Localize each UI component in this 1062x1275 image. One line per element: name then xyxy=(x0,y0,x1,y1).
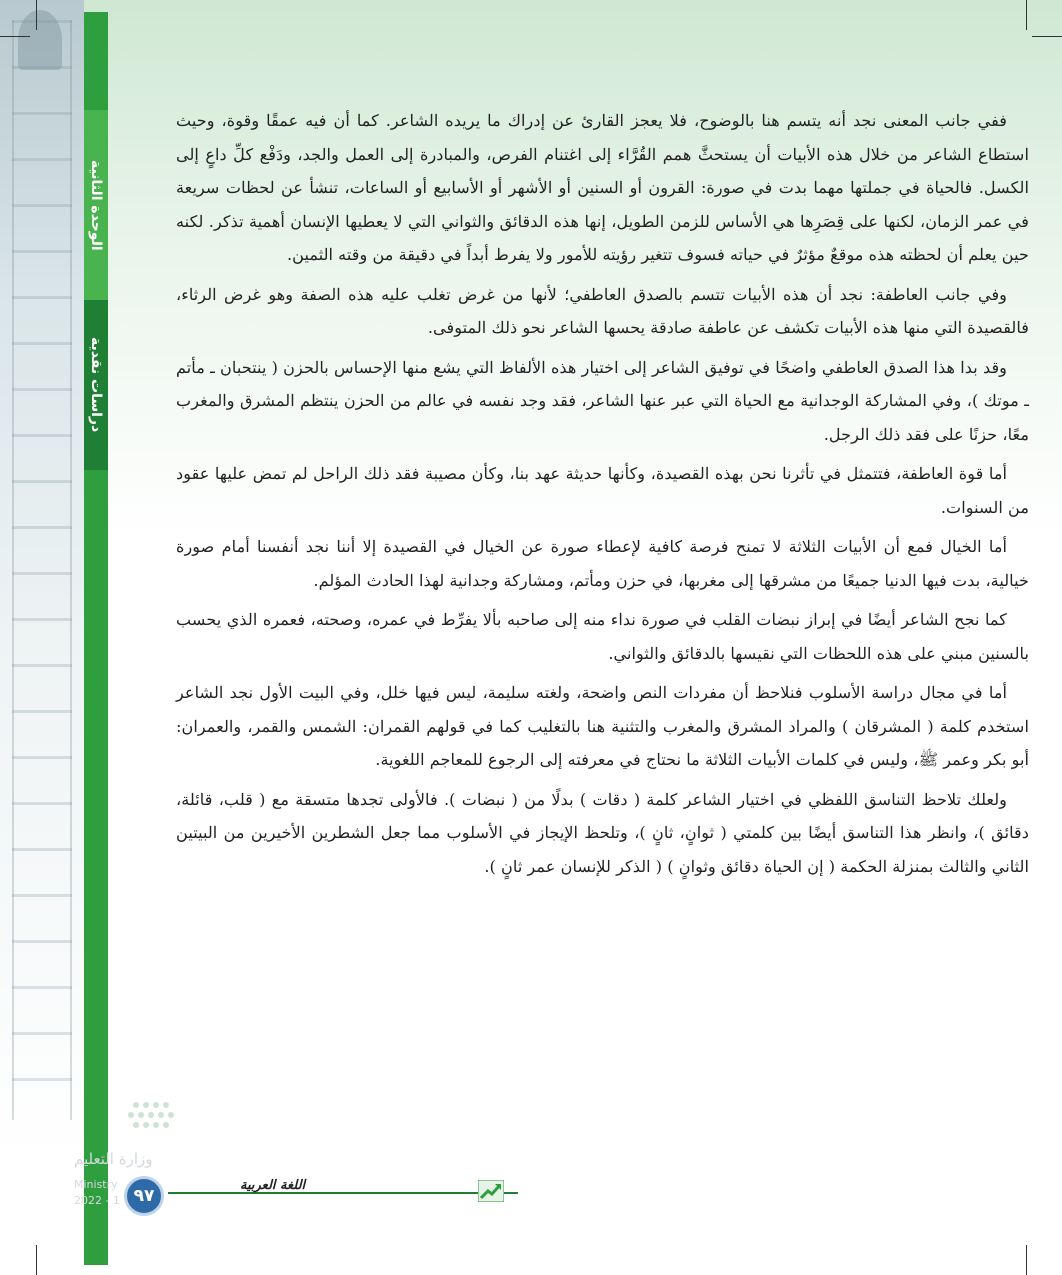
paragraph-meaning: ففي جانب المعنى نجد أنه يتسم هنا بالوضوح، فلا يعجز القارئ عن إدراك ما يريده الشاعر. كما أن فيه عمقًا وقوة، وحيث استطاع الشاعر من خلال هذه الأبيات أن يستحثَّ همم القُرَّاء إلى اغتنام الفرص، والمبادرة إلى العمل والجد، ودَفْع كلِّ داعٍ إلى الكسل. فالحياة في جملتها مهما بدت في صورة: القرون أو السنين أو الأشهر أو الأسابيع أو الساعات، تنشأ عن لحظات سريعة في عمر الزمان، لكنها على قِصَرِها هي الأساس للزمن الطويل، إنها هذه الدقائق والثواني التي لا يعطيها الإنسان أهمية تذكر. لكنه حين يعلم أن لحظته هذه موقعٌ مؤثرٌ في حياته فسوف تتغير رؤيته للأمور ولا يفرط أبداً في دقيقة من وقته الثمين. xyxy=(176,111,1029,264)
paragraph-imagination: أما الخيال فمع أن الأبيات الثلاثة لا تمنح فرصة كافية لإعطاء صورة عن الخيال في القصيدة إلا أننا نجد أنفسنا أمام صورة خيالية، بدت فيها الدنيا جميعًا من مشرقها إلى مغربها، في حزن ومأتم، ومشاركة وجدانية لهذا الحادث المؤلم. xyxy=(176,537,1029,590)
footer-rule xyxy=(168,1192,518,1194)
mosque-photo xyxy=(0,0,84,1160)
section-tab: دراسات نقدية xyxy=(84,300,108,470)
page-number-badge: ٩٧ xyxy=(124,1176,164,1216)
paragraph-strength: أما قوة العاطفة، فتتمثل في تأثرنا نحن بهذه القصيدة، وكأنها حديثة عهد بنا، وكأن مصيبة فقد ذلك الراحل لم تمض عليها عقود من السنوات. xyxy=(176,464,1029,517)
paragraph-emotion: وفي جانب العاطفة: نجد أن هذه الأبيات تتسم بالصدق العاطفي؛ لأنها من غرض تغلب عليه هذه الصفة وهو غرض الرثاء، فالقصيدة التي منها هذه الأبيات تكشف عن عاطفة صادقة يحسها الشاعر نحو ذلك المتوفى. xyxy=(176,284,1029,337)
watermark-text: Ministry xyxy=(74,1178,118,1191)
ministry-name: وزارة التعليم xyxy=(74,1150,153,1168)
paragraph-harmony: ولعلك تلاحظ التناسق اللفظي في اختيار الشاعر كلمة ( دقات ) بدلًا من ( نبضات ). فالأولى تجدها متسقة مع ( قلب، قائلة، دقائق )، وانظر هذا التناسق أيضًا بين كلمتي ( ثوانٍ، ثانٍ )، وتلحظ الإيجاز في الأسلوب مما جعل الشطرين الأخيرين من البيتين الثاني والثالث بمنزلة الحكمة ( إن الحياة دقائق وثوانٍ ) ( الذكر للإنسان عمر ثانٍ ). xyxy=(176,789,1029,876)
minaret-tower xyxy=(12,20,72,1120)
arrow-up-icon xyxy=(478,1180,504,1202)
paragraph-sincerity: وقد بدا هذا الصدق العاطفي واضحًا في توفيق الشاعر إلى اختيار هذه الألفاظ التي يشع منها الإحساس بالحزن ( ينتحبان ـ مأتم ـ موتك )، وفي المشاركة الوجدانية مع الحياة التي عبر عنها الشاعر، فقد وجد نفسه في عالم من الحزن ينتظم المشرق والمغرب معًا، حزنًا على فقد ذلك الرجل. xyxy=(176,357,1029,444)
crop-mark xyxy=(1026,0,1027,30)
crop-mark xyxy=(0,36,30,37)
watermark-year: 2022 - 1 xyxy=(74,1194,120,1207)
crop-mark xyxy=(36,1245,37,1275)
paragraph-heartbeat: كما نجح الشاعر أيضًا في إبراز نبضات القلب في صورة نداء منه إلى صاحبه بألا يفرِّط في عمره، وصحته، فعمره الذي يحسب بالسنين مبني على هذه اللحظات التي نقيسها بالدقائق والثواني. xyxy=(176,610,1029,663)
crop-mark xyxy=(1026,1245,1027,1275)
footer-subject: اللغة العربية xyxy=(240,1178,306,1193)
crop-mark xyxy=(36,0,37,30)
paragraph-style: أما في مجال دراسة الأسلوب فنلاحظ أن مفردات النص واضحة، ولغته سليمة، ليس فيها خلل، وفي البيت الأول نجد الشاعر استخدم كلمة ( المشرقان ) والمراد المشرق والمغرب والتثنية هنا بالتغليب كما في قولهم القمران: الشمس والقمر، والعمران: أبو بكر وعمر ﷺ، وليس في كلمات الأبيات الثلاثة ما نحتاج في معرفته إلى الرجوع للمعاجم اللغوية. xyxy=(176,683,1029,769)
article-body xyxy=(176,104,1029,889)
unit-tab: الوحدة الثانية xyxy=(84,110,108,300)
crop-mark xyxy=(1032,36,1062,37)
